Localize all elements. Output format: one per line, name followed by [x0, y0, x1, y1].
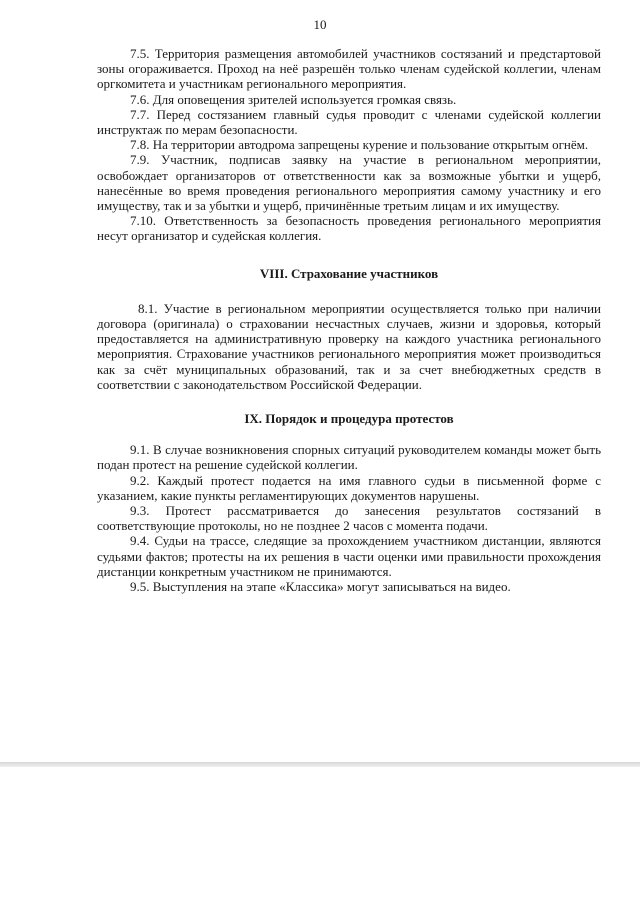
section-9 [97, 442, 601, 594]
paragraph-9-3: 9.3. Протест рассматривается до занесения результатов состязаний в соответствующие протоколы, но не позднее 2 часов с момента подачи. [97, 503, 601, 534]
paragraph-7-8: 7.8. На территории автодрома запрещены курение и пользование открытым огнём. [130, 137, 589, 153]
paragraph-7-10: 7.10. Ответственность за безопасность проведения регионального мероприятия несут организатор и судейская коллегия. [97, 213, 601, 244]
scan-page-edge [0, 762, 640, 767]
paragraph-9-5: 9.5. Выступления на этапе «Классика» могут записываться на видео. [130, 579, 511, 595]
paragraph-9-4: 9.4. Судьи на трассе, следящие за прохождением участником дистанции, являются судьями фактов; протесты на их решения в части оценки ими правильности прохождения дистанции конкретным участником не принимаются. [97, 533, 601, 579]
document-body [97, 46, 601, 594]
page-number: 10 [313, 17, 327, 32]
paragraph-9-1: 9.1. В случае возникновения спорных ситуаций руководителем команды может быть подан протест на решение судейской коллегии. [97, 442, 601, 473]
section-8-heading: VIII. Страхование участников [259, 265, 439, 281]
paragraph-7-9: 7.9. Участник, подписав заявку на участие в региональном мероприятии, освобождает организаторов от ответственности как за возможные убытки и ущерб, нанесённые во время проведения регионального мероприятия самому участнику и его имуществу, так и за убытки и ущерб, причинённые третьим лицам и их имуществу. [97, 152, 601, 214]
section-7 [97, 46, 601, 244]
paragraph-7-7: 7.7. Перед состязанием главный судья проводит с членами судейской коллегии инструктаж по мерам безопасности. [97, 106, 601, 138]
section-9-heading: IX. Порядок и процедура протестов [244, 411, 454, 427]
paragraph-9-2: 9.2. Каждый протест подается на имя главного судьи в письменной форме с указанием, какие пункты регламентирующих документов нарушены. [97, 472, 601, 503]
paragraph-8-1: 8.1. Участие в региональном мероприятии осуществляется только при наличии договора (оригинала) о страховании несчастных случаев, жизни и здоровья, который предоставляется на административную проверку на каждого участника регионального мероприятия. Страхование участников регионального мероприятия может производиться как за счёт муниципальных образований, так и за счет внебюджетных средств в соответствии с законодательством Российской Федерации. [97, 300, 601, 392]
paragraph-7-6: 7.6. Для оповещения зрителей используется громкая связь. [130, 91, 457, 107]
section-8 [97, 301, 601, 392]
paragraph-7-5: 7.5. Территория размещения автомобилей участников состязаний и предстартовой зоны огораживается. Проход на неё разрешён только членам судейской коллегии, членам оргкомитета и участникам регионального мероприятия. [97, 46, 601, 92]
